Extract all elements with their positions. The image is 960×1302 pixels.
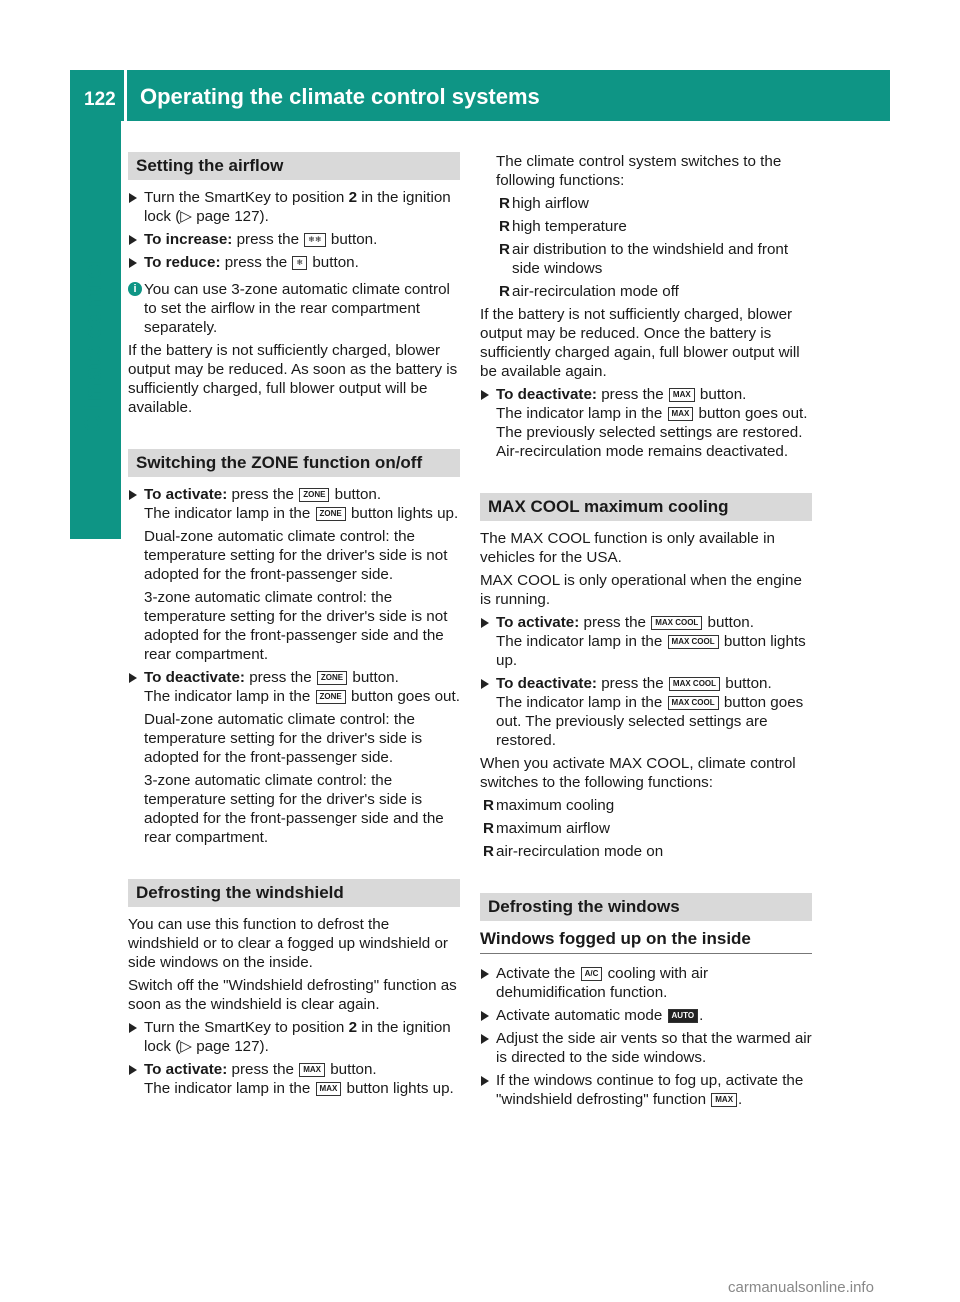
step-smartkey: Turn the SmartKey to position 2 in the ignition lock (▷ page 127). (128, 1018, 460, 1056)
max-cool-icon: MAX COOL (669, 677, 720, 691)
step-auto: Activate automatic mode AUTO . (480, 1006, 812, 1025)
list-item: R high temperature (499, 218, 627, 235)
fan-low-icon: ❄ (292, 256, 307, 270)
list-item: R maximum cooling (483, 797, 615, 814)
paragraph: Switch off the "Windshield defrosting" function as soon as the windshield is clear again. (128, 977, 457, 1013)
paragraph: The MAX COOL function is only available in vehicles for the USA. (480, 530, 775, 566)
right-column (480, 152, 812, 1113)
ac-button-icon: A/C (581, 967, 603, 981)
info-icon: i (128, 282, 142, 296)
defrost-max-icon: MAX (299, 1063, 325, 1077)
step-reduce: To reduce: press the ❄ button. (128, 253, 460, 272)
step-arrow-icon (481, 679, 489, 689)
step-arrow-icon (129, 1023, 137, 1033)
zone-button-icon: ZONE (317, 671, 347, 685)
paragraph: If the battery is not sufficiently charged, blower output may be reduced. Once the battery is sufficiently charged again, full blower output will be available again. (480, 306, 800, 380)
defrost-max-icon: MAX (669, 388, 695, 402)
step-arrow-icon (481, 1076, 489, 1086)
page-title: Operating the climate control systems (140, 84, 540, 109)
zone-button-icon: ZONE (299, 488, 329, 502)
step-arrow-icon (129, 673, 137, 683)
step-defrost-deactivate: To deactivate: press the MAX button. The indicator lamp in the MAX button goes out. The previously selected settings are restored. Air-recirculation mode remains deactivated. (480, 385, 812, 461)
defrost-max-icon: MAX (711, 1093, 737, 1107)
page-reference-link[interactable]: ▷ page 127 (180, 1038, 260, 1055)
step-maxcool-activate: To activate: press the MAX COOL button. The indicator lamp in the MAX COOL button lights up. (480, 613, 812, 670)
list-item: R air-recirculation mode on (483, 843, 664, 860)
section-heading-zone: Switching the ZONE function on/off (128, 449, 460, 477)
step-smartkey: Turn the SmartKey to position 2 in the ignition lock (▷ page 127). (128, 188, 460, 226)
list-item: R maximum airflow (483, 820, 610, 837)
max-cool-icon: MAX COOL (668, 696, 719, 710)
auto-button-icon: AUTO (668, 1009, 699, 1023)
list-item: R high airflow (499, 195, 589, 212)
step-arrow-icon (129, 1065, 137, 1075)
step-arrow-icon (481, 390, 489, 400)
step-arrow-icon (481, 1034, 489, 1044)
step-defrost: If the windows continue to fog up, activate the "windshield defrosting" function MAX . (480, 1071, 812, 1109)
section-heading-airflow: Setting the airflow (128, 152, 460, 180)
step-zone-activate: To activate: press the ZONE button. The indicator lamp in the ZONE button lights up. Dual-zone automatic climate control: the temperature setting for the driver's side is not adopted for the front-passenger side. 3-zone automatic climate control: the temperature setting for the driver's side is not adopted for the front-passenger side and the rear compartment. (128, 485, 460, 664)
page-header (70, 70, 890, 121)
step-arrow-icon (129, 258, 137, 268)
paragraph: MAX COOL is only operational when the engine is running. (480, 572, 802, 608)
step-arrow-icon (129, 490, 137, 500)
list-item: R air distribution to the windshield and front side windows (499, 241, 789, 277)
page-reference-link[interactable]: ▷ page 127 (180, 208, 260, 225)
section-heading-maxcool: MAX COOL maximum cooling (480, 493, 812, 521)
page-number: 122 (84, 89, 116, 110)
step-increase: To increase: press the ❄❄ button. (128, 230, 460, 249)
step-arrow-icon (129, 235, 137, 245)
info-note: i You can use 3-zone automatic climate control to set the airflow in the rear compartment separately. (128, 280, 460, 337)
subsection-heading: Windows fogged up on the inside (480, 929, 812, 954)
paragraph: When you activate MAX COOL, climate control switches to the following functions: (480, 755, 796, 791)
step-arrow-icon (481, 618, 489, 628)
step-ac: Activate the A/C cooling with air dehumidification function. (480, 964, 812, 1002)
zone-button-icon: ZONE (316, 507, 346, 521)
list-item: R air-recirculation mode off (499, 283, 679, 300)
step-maxcool-deactivate: To deactivate: press the MAX COOL button. The indicator lamp in the MAX COOL button goes out. The previously selected settings are restored. (480, 674, 812, 750)
fan-high-icon: ❄❄ (304, 233, 325, 247)
step-vents: Adjust the side air vents so that the warmed air is directed to the side windows. (480, 1029, 812, 1067)
section-heading-windows: Defrosting the windows (480, 893, 812, 921)
max-cool-icon: MAX COOL (651, 616, 702, 630)
section-heading-windshield: Defrosting the windshield (128, 879, 460, 907)
step-zone-deactivate: To deactivate: press the ZONE button. The indicator lamp in the ZONE button goes out. Dual-zone automatic climate control: the temperature setting for the driver's side is adopted for the front-passenger side. 3-zone automatic climate control: the temperature setting for the driver's side is adopted for the front-passenger side and the rear compartment. (128, 668, 460, 847)
paragraph: The climate control system switches to the following functions: (496, 153, 782, 189)
header-divider (124, 70, 127, 121)
defrost-max-icon: MAX (316, 1082, 342, 1096)
max-cool-icon: MAX COOL (668, 635, 719, 649)
paragraph: If the battery is not sufficiently charged, blower output may be reduced. As soon as the battery is sufficiently charged, full blower output will be available. (128, 342, 458, 416)
step-arrow-icon (481, 969, 489, 979)
watermark: carmanualsonline.info (728, 1279, 874, 1296)
step-defrost-activate: To activate: press the MAX button. The indicator lamp in the MAX button lights up. (128, 1060, 460, 1098)
section-label: Climate control (80, 257, 107, 432)
defrost-max-icon: MAX (668, 407, 694, 421)
left-column (128, 152, 460, 1102)
paragraph: You can use this function to defrost the windshield or to clear a fogged up windshield or side windows on the inside. (128, 916, 448, 971)
zone-button-icon: ZONE (316, 690, 346, 704)
step-arrow-icon (481, 1011, 489, 1021)
step-arrow-icon (129, 193, 137, 203)
